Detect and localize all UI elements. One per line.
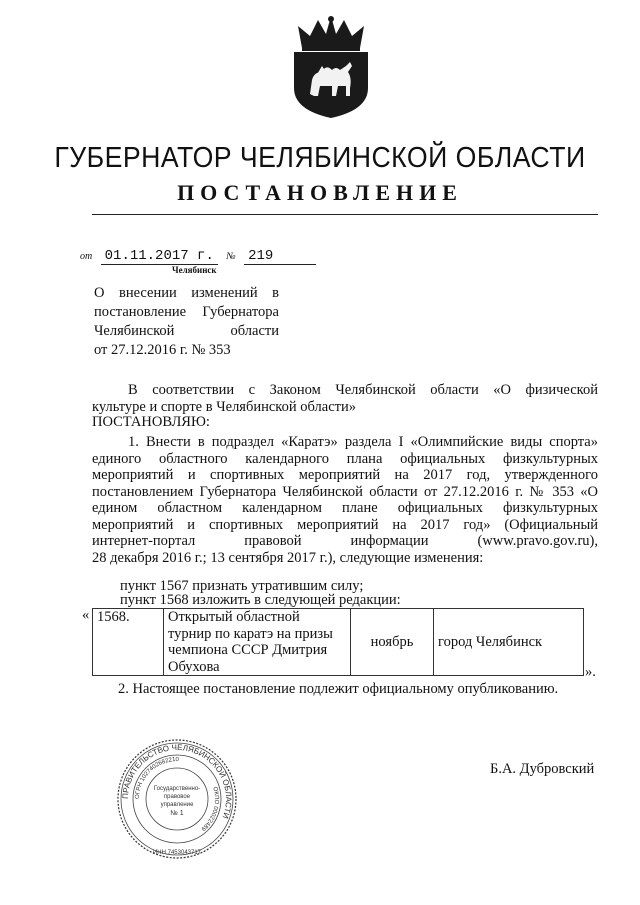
paragraph-2: 2. Настоящее постановление подлежит официальному опубликованию. (118, 681, 559, 697)
coat-of-arms-icon (288, 14, 374, 120)
item-1567: пункт 1567 признать утратившим силу; (120, 578, 364, 594)
ordain-heading: ПОСТАНОВЛЯЮ: (92, 414, 210, 430)
stamp-center-line: правовое (163, 794, 191, 800)
stamp-ogrn: ОГРН 1027402682210 (134, 756, 179, 800)
subject-line: от 27.12.2016 г. № 353 (94, 342, 231, 358)
item-1568: пункт 1568 изложить в следующей редакции: (120, 592, 401, 608)
header-divider (92, 214, 598, 215)
table-row (93, 609, 584, 676)
paragraph-1 (92, 434, 598, 566)
date-number-line (80, 248, 316, 265)
quote-open: « (82, 607, 90, 623)
stamp-inn: ИНН 7453043717 (152, 850, 202, 856)
legal-basis-paragraph (92, 382, 598, 415)
text-line: мероприятий и спортивных мероприятий на 2017 год, утвержденного (92, 467, 598, 483)
text-line: мероприятий и спортивных мероприятий на 2017 год» (Официальный (92, 516, 598, 533)
date-prefix: от (80, 251, 93, 262)
stamp-center-line: управление (160, 802, 194, 808)
signatory-name: Б.А. Дубровский (490, 761, 595, 777)
subject-line: постановление Губернатора (94, 304, 279, 320)
stamp-outer-text: ПРАВИТЕЛЬСТВО ЧЕЛЯБИНСКОЙ ОБЛАСТИ (120, 742, 234, 820)
subject-line: Челябинской области (94, 323, 279, 339)
svg-text:ОКПО 00022489 (199, 786, 219, 832)
text-line: интернет-портал правовой информации (www.pravo.gov.ru), (92, 533, 598, 549)
subject-line: О внесении изменений в (94, 285, 279, 301)
document-type: ПОСТАНОВЛЕНИЕ (177, 180, 463, 205)
text-line: постановлением Губернатора Челябинской области от 27.12.2016 г. № 353 «О (92, 483, 598, 500)
cell-place: город Челябинск (434, 609, 584, 676)
text-line: едином областном календарном плане официальных физкультурных (92, 500, 598, 516)
text-line: единого областного календарного плана официальных физкультурных (92, 450, 598, 467)
governor-title: ГУБЕРНАТОР ЧЕЛЯБИНСКОЙ ОБЛАСТИ (54, 142, 586, 174)
text-line: В соответствии с Законом Челябинской области «О физической (128, 382, 598, 398)
stamp-center-line: Государственно- (153, 786, 201, 792)
document-date: 01.11.2017 г. (101, 248, 218, 265)
issue-city: Челябинск (172, 265, 217, 275)
official-stamp (116, 738, 238, 860)
amendment-table (92, 608, 584, 676)
stamp-center-line: № 1 (170, 810, 184, 817)
number-prefix: № (226, 251, 236, 262)
cell-event: Открытый областной турнир по каратэ на призы чемпиона СССР Дмитрия Обухова (164, 609, 351, 676)
document-number: 219 (244, 248, 316, 265)
text-line: 28 декабря 2016 г.; 13 сентября 2017 г.), следующие изменения: (92, 549, 484, 566)
cell-month: ноябрь (351, 609, 434, 676)
text-line: 1. Внести в подраздел «Каратэ» раздела I «Олимпийские виды спорта» (128, 434, 598, 450)
quote-close: ». (585, 664, 596, 680)
cell-number: 1568. (93, 609, 164, 676)
stamp-okpo: ОКПО 00022489 (199, 786, 220, 832)
text-line: культуре и спорте в Челябинской области» (92, 398, 356, 415)
